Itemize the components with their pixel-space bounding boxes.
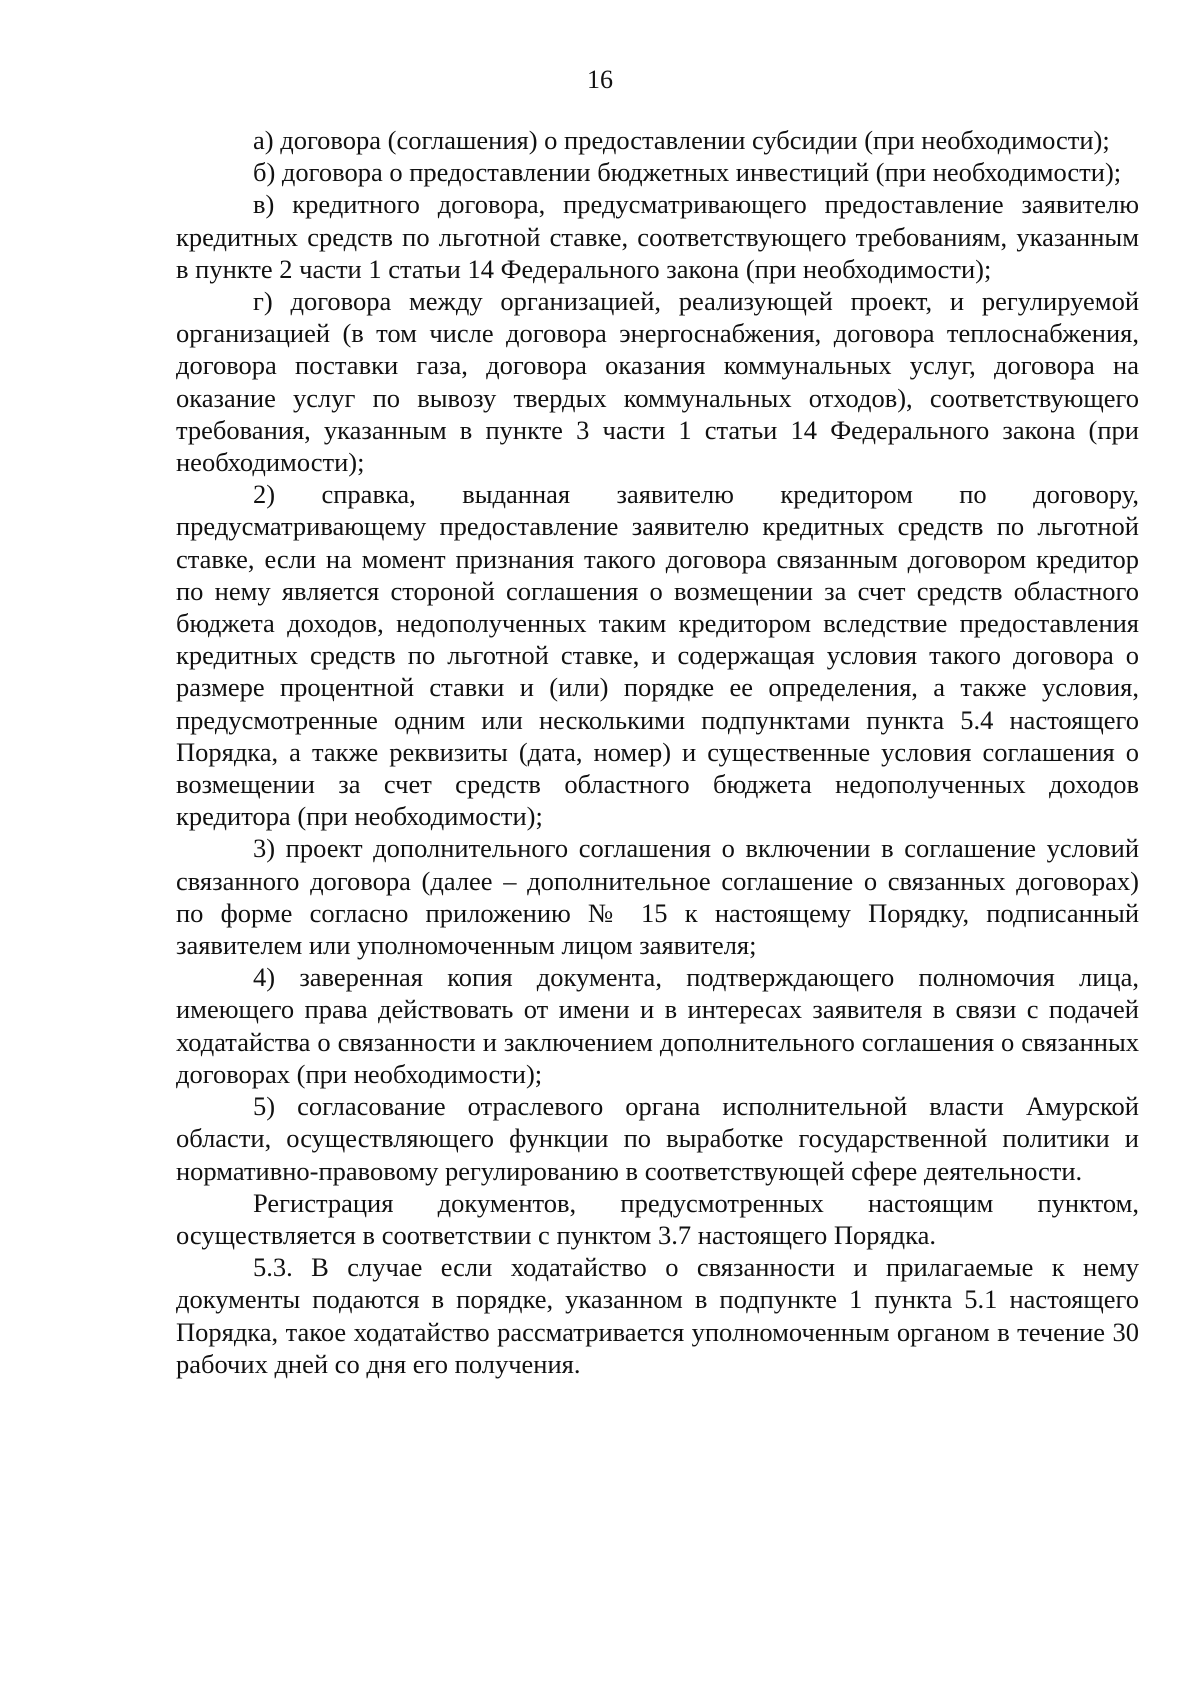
page-number: 16 [587,65,613,94]
paragraph-b-budget-investments: б) договора о предоставлении бюджетных инвестиций (при необходимости); [253,157,1122,188]
paragraph-g-regulated-organization-agreement: г) договора между организацией, реализующей проект, и регулируемой организацией (в том числе договора энергоснабжения, договора теплоснабжения, договора поставки газа, договора оказания коммунальных услуг, договора на оказание услуг по вывозу твердых коммунальных отходов), соответствующего требования, указанным в пункте 3 части 1 статьи 14 Федерального закона (при необходимости); [176,286,1139,478]
paragraph-document-registration: Регистрация документов, предусмотренных настоящим пунктом, осуществляется в соответствии с пунктом 3.7 настоящего Порядка. [176,1187,1139,1250]
paragraph-3-additional-agreement-draft: 3) проект дополнительного соглашения о включении в соглашение условий связанного договора (далее – дополнительное соглашение о связанных договорах) по форме согласно приложению № 15 к настоящему Порядку, подписанный заявителем или уполномоченным лицом заявителя; [176,833,1139,961]
paragraph-5-sector-body-approval: 5) согласование отраслевого органа исполнительной власти Амурской области, осуществляющего функции по выработке государственной политики и нормативно-правовому регулированию в соответствующей сфере деятельности. [176,1091,1139,1186]
paragraph-v-credit-agreement: в) кредитного договора, предусматривающего предоставление заявителю кредитных средств по льготной ставке, соответствующего требованиям, указанным в пункте 2 части 1 статьи 14 Федерального закона (при необходимости); [176,189,1139,284]
paragraph-2-creditor-certificate: 2) справка, выданная заявителю кредитором по договору, предусматривающему предоставление заявителю кредитных средств по льготной ставке, если на момент признания такого договора связанным договором кредитор по нему является стороной соглашения о возмещении за счет средств областного бюджета доходов, недополученных таким кредитором вследствие предоставления кредитных средств по льготной ставке, и содержащая условия такого договора о размере процентной ставки и (или) порядке ее определения, а также условия, предусмотренные одним или несколькими подпунктами пункта 5.4 настоящего Порядка, а также реквизиты (дата, номер) и существенные условия соглашения о возмещении за счет средств областного бюджета недополученных доходов кредитора (при необходимости); [176,479,1139,832]
paragraph-5-3-petition-review: 5.3. В случае если ходатайство о связанности и прилагаемые к нему документы подаются в порядке, указанном в подпункте 1 пункта 5.1 настоящего Порядка, такое ходатайство рассматривается уполномоченным органом в течение 30 рабочих дней со дня его получения. [176,1252,1139,1379]
paragraph-4-authority-document-copy: 4) заверенная копия документа, подтверждающего полномочия лица, имеющего права действовать от имени и в интересах заявителя в связи с подачей ходатайства о связанности и заключением дополнительного соглашения о связанных договорах (при необходимости); [176,962,1139,1089]
document-body [176,124,1139,1380]
paragraph-a-subsidy-agreement: а) договора (соглашения) о предоставлении субсидии (при необходимости); [253,125,1110,155]
